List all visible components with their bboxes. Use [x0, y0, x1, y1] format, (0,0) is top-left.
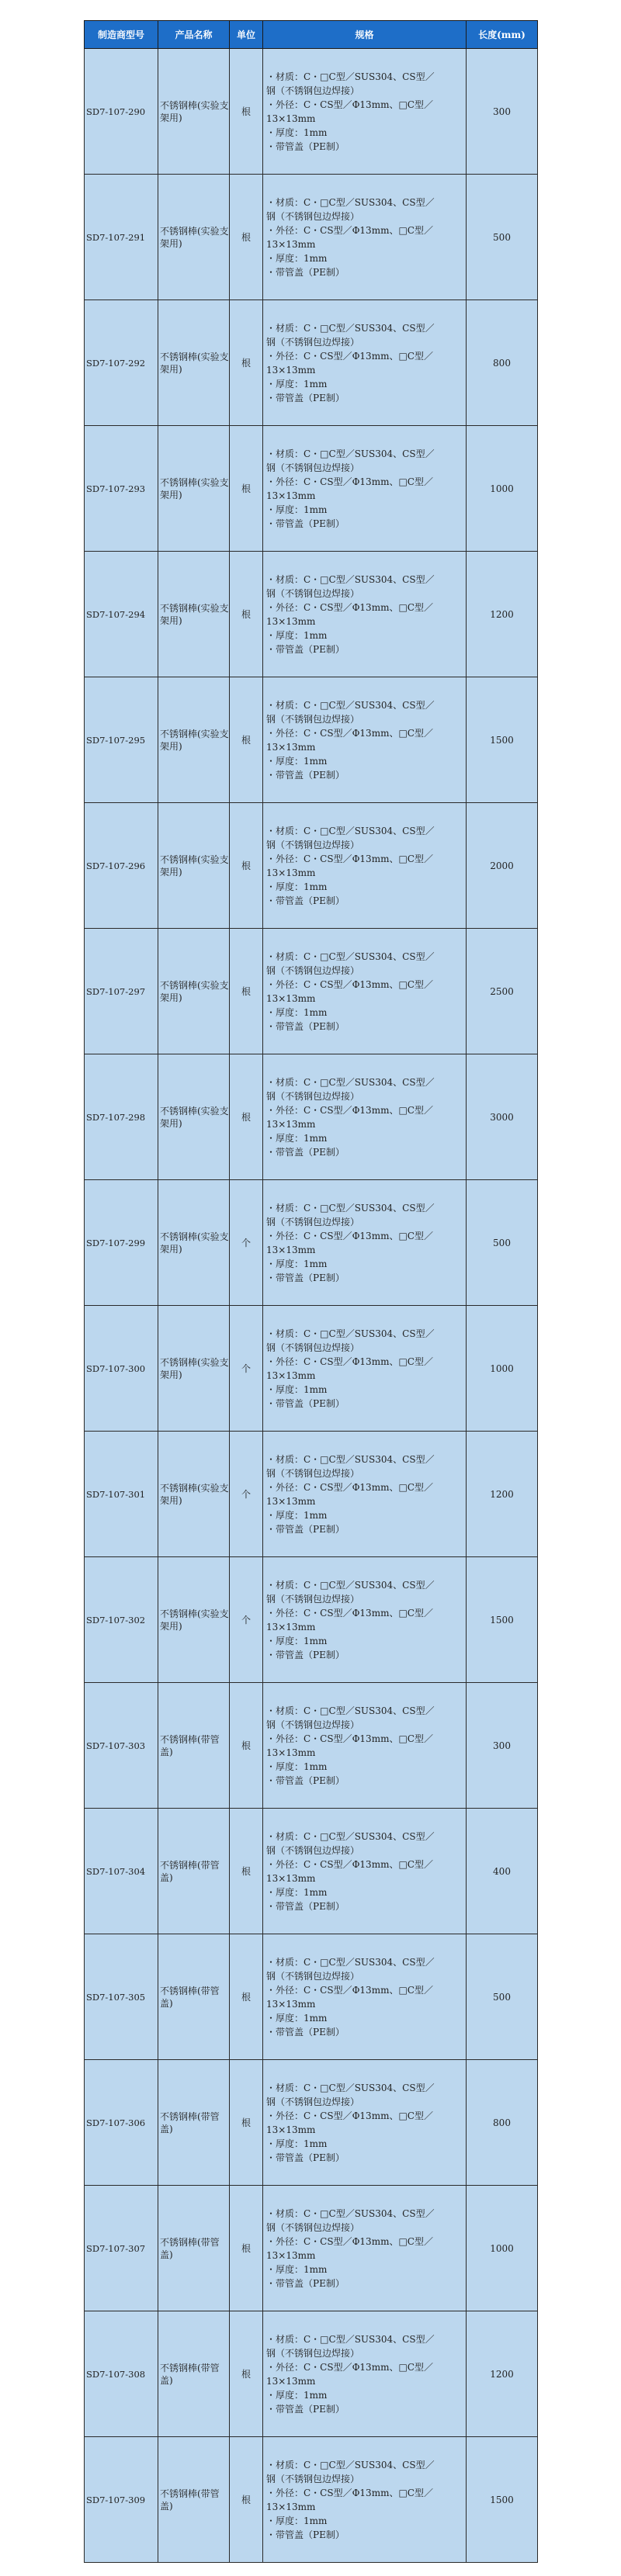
- spec-line: ・材质：C・□C型／SUS304、CS型／: [266, 950, 435, 962]
- spec-line: ・带管盖（PE制）: [266, 1774, 345, 1786]
- spec-line: ・材质：C・□C型／SUS304、CS型／: [266, 699, 435, 711]
- spec-line: 13×13mm: [266, 1495, 316, 1507]
- spec-line: ・带管盖（PE制）: [266, 266, 345, 278]
- spec-line: ・厚度：1mm: [266, 1886, 328, 1898]
- spec-cell: [263, 1180, 467, 1306]
- spec-line: ・厚度：1mm: [266, 881, 328, 892]
- model-number-cell: SD7-107-295: [85, 677, 158, 803]
- unit-cell: 根: [230, 426, 263, 552]
- table-row: [85, 1557, 538, 1683]
- spec-line: ・厚度：1mm: [266, 378, 328, 390]
- model-number-cell: SD7-107-303: [85, 1683, 158, 1809]
- product-name-cell: 不锈钢棒(带管盖): [158, 2186, 230, 2311]
- spec-line: ・外径：C・CS型／Φ13mm、□C型／: [266, 350, 433, 362]
- spec-line: 钢（不锈钢包边焊接）: [266, 713, 360, 725]
- spec-line: ・材质：C・□C型／SUS304、CS型／: [266, 1076, 435, 1088]
- spec-line: ・厚度：1mm: [266, 1635, 328, 1646]
- spec-line: ・带管盖（PE制）: [266, 1272, 345, 1283]
- spec-cell: [263, 49, 467, 175]
- product-name-cell: 不锈钢棒(实验支架用): [158, 426, 230, 552]
- spec-line: 钢（不锈钢包边焊接）: [266, 210, 360, 222]
- spec-line: 钢（不锈钢包边焊接）: [266, 587, 360, 599]
- model-number-cell: SD7-107-300: [85, 1306, 158, 1432]
- spec-line: ・厚度：1mm: [266, 1132, 328, 1144]
- spec-line: ・材质：C・□C型／SUS304、CS型／: [266, 71, 435, 82]
- length-cell: 1000: [467, 426, 538, 552]
- table-row: [85, 552, 538, 677]
- spec-line: 13×13mm: [266, 992, 316, 1004]
- product-name-cell: 不锈钢棒(实验支架用): [158, 49, 230, 175]
- spec-line: ・外径：C・CS型／Φ13mm、□C型／: [266, 1733, 433, 1744]
- spec-line: 钢（不锈钢包边焊接）: [266, 1216, 360, 1227]
- spec-cell: [263, 1809, 467, 1934]
- unit-cell: 根: [230, 552, 263, 677]
- length-cell: 2000: [467, 803, 538, 929]
- spec-line: 钢（不锈钢包边焊接）: [266, 2096, 360, 2107]
- unit-cell: 根: [230, 300, 263, 426]
- header-length: 长度(mm): [467, 21, 538, 49]
- model-number-cell: SD7-107-305: [85, 1934, 158, 2060]
- spec-line: 钢（不锈钢包边焊接）: [266, 1593, 360, 1605]
- header-model: 制造商型号: [85, 21, 158, 49]
- spec-line: 钢（不锈钢包边焊接）: [266, 336, 360, 348]
- spec-line: 钢（不锈钢包边焊接）: [266, 1719, 360, 1730]
- header-row: [85, 21, 538, 49]
- unit-cell: 根: [230, 803, 263, 929]
- spec-line: ・材质：C・□C型／SUS304、CS型／: [266, 2082, 435, 2093]
- spec-line: ・外径：C・CS型／Φ13mm、□C型／: [266, 727, 433, 739]
- spec-cell: [263, 300, 467, 426]
- table-row: [85, 1683, 538, 1809]
- spec-line: ・带管盖（PE制）: [266, 2152, 345, 2163]
- unit-cell: 个: [230, 1180, 263, 1306]
- spec-line: ・厚度：1mm: [266, 755, 328, 767]
- unit-cell: 根: [230, 49, 263, 175]
- model-number-cell: SD7-107-296: [85, 803, 158, 929]
- spec-line: 钢（不锈钢包边焊接）: [266, 839, 360, 850]
- spec-line: ・厚度：1mm: [266, 126, 328, 138]
- spec-line: 13×13mm: [266, 364, 316, 376]
- spec-line: ・带管盖（PE制）: [266, 769, 345, 781]
- length-cell: 300: [467, 49, 538, 175]
- table-row: [85, 49, 538, 175]
- spec-line: 钢（不锈钢包边焊接）: [266, 2221, 360, 2233]
- spec-cell: [263, 929, 467, 1054]
- length-cell: 3000: [467, 1054, 538, 1180]
- product-name-cell: 不锈钢棒(实验支架用): [158, 175, 230, 300]
- length-cell: 1000: [467, 1306, 538, 1432]
- product-name-cell: 不锈钢棒(带管盖): [158, 2311, 230, 2437]
- model-number-cell: SD7-107-292: [85, 300, 158, 426]
- spec-line: ・材质：C・□C型／SUS304、CS型／: [266, 1830, 435, 1842]
- spec-line: ・外径：C・CS型／Φ13mm、□C型／: [266, 978, 433, 990]
- unit-cell: 个: [230, 1557, 263, 1683]
- spec-line: 13×13mm: [266, 1118, 316, 1130]
- spec-line: ・厚度：1mm: [266, 252, 328, 264]
- spec-cell: [263, 2186, 467, 2311]
- unit-cell: 个: [230, 1432, 263, 1557]
- spec-line: ・外径：C・CS型／Φ13mm、□C型／: [266, 1230, 433, 1241]
- product-name-cell: 不锈钢棒(带管盖): [158, 1683, 230, 1809]
- spec-line: ・外径：C・CS型／Φ13mm、□C型／: [266, 2361, 433, 2373]
- spec-cell: [263, 677, 467, 803]
- table-row: [85, 1054, 538, 1180]
- spec-line: ・材质：C・□C型／SUS304、CS型／: [266, 2207, 435, 2219]
- product-table: [84, 20, 538, 2563]
- spec-line: ・材质：C・□C型／SUS304、CS型／: [266, 1328, 435, 1339]
- unit-cell: 根: [230, 929, 263, 1054]
- spec-line: ・带管盖（PE制）: [266, 2529, 345, 2540]
- unit-cell: 根: [230, 2060, 263, 2186]
- table-row: [85, 1432, 538, 1557]
- spec-line: ・带管盖（PE制）: [266, 392, 345, 403]
- spec-cell: [263, 426, 467, 552]
- spec-line: ・厚度：1mm: [266, 1509, 328, 1521]
- spec-line: ・带管盖（PE制）: [266, 1146, 345, 1158]
- table-row: [85, 300, 538, 426]
- spec-line: 13×13mm: [266, 741, 316, 753]
- spec-line: 钢（不锈钢包边焊接）: [266, 85, 360, 96]
- length-cell: 1500: [467, 1557, 538, 1683]
- spec-line: ・材质：C・□C型／SUS304、CS型／: [266, 2459, 435, 2470]
- table-row: [85, 1934, 538, 2060]
- unit-cell: 根: [230, 677, 263, 803]
- spec-line: 钢（不锈钢包边焊接）: [266, 1090, 360, 1102]
- product-name-cell: 不锈钢棒(实验支架用): [158, 1306, 230, 1432]
- table-row: [85, 803, 538, 929]
- spec-line: 13×13mm: [266, 2249, 316, 2261]
- length-cell: 1200: [467, 2311, 538, 2437]
- spec-line: 13×13mm: [266, 113, 316, 124]
- spec-line: ・外径：C・CS型／Φ13mm、□C型／: [266, 2110, 433, 2121]
- spec-line: ・厚度：1mm: [266, 2012, 328, 2024]
- model-number-cell: SD7-107-293: [85, 426, 158, 552]
- spec-line: ・外径：C・CS型／Φ13mm、□C型／: [266, 224, 433, 236]
- table-row: [85, 426, 538, 552]
- spec-line: 13×13mm: [266, 490, 316, 501]
- spec-line: ・厚度：1mm: [266, 1258, 328, 1269]
- model-number-cell: SD7-107-299: [85, 1180, 158, 1306]
- product-name-cell: 不锈钢棒(实验支架用): [158, 1432, 230, 1557]
- product-name-cell: 不锈钢棒(实验支架用): [158, 1557, 230, 1683]
- spec-line: ・带管盖（PE制）: [266, 1523, 345, 1535]
- product-name-cell: 不锈钢棒(带管盖): [158, 1809, 230, 1934]
- spec-line: ・厚度：1mm: [266, 1383, 328, 1395]
- spec-line: ・外径：C・CS型／Φ13mm、□C型／: [266, 1481, 433, 1493]
- table-row: [85, 1809, 538, 1934]
- table-row: [85, 175, 538, 300]
- model-number-cell: SD7-107-297: [85, 929, 158, 1054]
- spec-line: ・带管盖（PE制）: [266, 1020, 345, 1032]
- spec-line: ・外径：C・CS型／Φ13mm、□C型／: [266, 1104, 433, 1116]
- table-row: [85, 677, 538, 803]
- spec-line: ・厚度：1mm: [266, 2389, 328, 2401]
- spec-line: ・厚度：1mm: [266, 1761, 328, 1772]
- length-cell: 1000: [467, 2186, 538, 2311]
- header-name: 产品名称: [158, 21, 230, 49]
- unit-cell: 根: [230, 1934, 263, 2060]
- spec-line: ・带管盖（PE制）: [266, 140, 345, 152]
- spec-line: ・材质：C・□C型／SUS304、CS型／: [266, 1453, 435, 1465]
- spec-cell: [263, 1683, 467, 1809]
- spec-line: 钢（不锈钢包边焊接）: [266, 462, 360, 473]
- spec-line: ・外径：C・CS型／Φ13mm、□C型／: [266, 2487, 433, 2498]
- spec-line: 13×13mm: [266, 1244, 316, 1255]
- spec-cell: [263, 2437, 467, 2563]
- spec-cell: [263, 1557, 467, 1683]
- product-name-cell: 不锈钢棒(实验支架用): [158, 677, 230, 803]
- product-table-container: [84, 20, 537, 2563]
- spec-line: ・带管盖（PE制）: [266, 1649, 345, 1660]
- product-name-cell: 不锈钢棒(实验支架用): [158, 803, 230, 929]
- spec-line: 钢（不锈钢包边焊接）: [266, 964, 360, 976]
- spec-line: 13×13mm: [266, 1998, 316, 2010]
- product-name-cell: 不锈钢棒(带管盖): [158, 1934, 230, 2060]
- length-cell: 300: [467, 1683, 538, 1809]
- spec-line: ・外径：C・CS型／Φ13mm、□C型／: [266, 1607, 433, 1619]
- spec-line: 钢（不锈钢包边焊接）: [266, 1467, 360, 1479]
- model-number-cell: SD7-107-298: [85, 1054, 158, 1180]
- table-body: [85, 49, 538, 2563]
- spec-line: ・外径：C・CS型／Φ13mm、□C型／: [266, 2235, 433, 2247]
- model-number-cell: SD7-107-304: [85, 1809, 158, 1934]
- spec-line: ・材质：C・□C型／SUS304、CS型／: [266, 196, 435, 208]
- spec-line: ・厚度：1mm: [266, 629, 328, 641]
- spec-line: 13×13mm: [266, 2124, 316, 2135]
- spec-line: ・外径：C・CS型／Φ13mm、□C型／: [266, 1356, 433, 1367]
- spec-line: ・外径：C・CS型／Φ13mm、□C型／: [266, 1858, 433, 1870]
- length-cell: 800: [467, 2060, 538, 2186]
- spec-line: ・外径：C・CS型／Φ13mm、□C型／: [266, 601, 433, 613]
- product-name-cell: 不锈钢棒(实验支架用): [158, 300, 230, 426]
- spec-line: ・材质：C・□C型／SUS304、CS型／: [266, 1705, 435, 1716]
- model-number-cell: SD7-107-301: [85, 1432, 158, 1557]
- model-number-cell: SD7-107-306: [85, 2060, 158, 2186]
- spec-line: ・带管盖（PE制）: [266, 1397, 345, 1409]
- length-cell: 1200: [467, 1432, 538, 1557]
- spec-line: 13×13mm: [266, 867, 316, 878]
- header-unit: 单位: [230, 21, 263, 49]
- spec-line: ・厚度：1mm: [266, 504, 328, 515]
- length-cell: 1500: [467, 677, 538, 803]
- spec-line: ・材质：C・□C型／SUS304、CS型／: [266, 448, 435, 459]
- product-name-cell: 不锈钢棒(实验支架用): [158, 1180, 230, 1306]
- spec-line: 钢（不锈钢包边焊接）: [266, 1844, 360, 1856]
- spec-line: 钢（不锈钢包边焊接）: [266, 2473, 360, 2484]
- product-name-cell: 不锈钢棒(带管盖): [158, 2437, 230, 2563]
- spec-line: ・带管盖（PE制）: [266, 2277, 345, 2289]
- model-number-cell: SD7-107-291: [85, 175, 158, 300]
- spec-line: ・材质：C・□C型／SUS304、CS型／: [266, 825, 435, 836]
- length-cell: 2500: [467, 929, 538, 1054]
- table-row: [85, 2437, 538, 2563]
- spec-line: ・带管盖（PE制）: [266, 2403, 345, 2415]
- spec-line: 13×13mm: [266, 615, 316, 627]
- spec-line: 13×13mm: [266, 1369, 316, 1381]
- table-row: [85, 1306, 538, 1432]
- product-name-cell: 不锈钢棒(带管盖): [158, 2060, 230, 2186]
- spec-line: ・带管盖（PE制）: [266, 643, 345, 655]
- unit-cell: 根: [230, 2437, 263, 2563]
- spec-line: ・材质：C・□C型／SUS304、CS型／: [266, 573, 435, 585]
- table-row: [85, 2060, 538, 2186]
- unit-cell: 个: [230, 1306, 263, 1432]
- spec-line: ・材质：C・□C型／SUS304、CS型／: [266, 322, 435, 334]
- unit-cell: 根: [230, 2186, 263, 2311]
- spec-line: ・带管盖（PE制）: [266, 2026, 345, 2038]
- spec-cell: [263, 1054, 467, 1180]
- length-cell: 500: [467, 1934, 538, 2060]
- spec-line: ・厚度：1mm: [266, 2515, 328, 2526]
- table-header: [85, 21, 538, 49]
- spec-line: ・外径：C・CS型／Φ13mm、□C型／: [266, 476, 433, 487]
- length-cell: 500: [467, 175, 538, 300]
- model-number-cell: SD7-107-307: [85, 2186, 158, 2311]
- unit-cell: 根: [230, 175, 263, 300]
- length-cell: 1200: [467, 552, 538, 677]
- spec-line: ・外径：C・CS型／Φ13mm、□C型／: [266, 99, 433, 110]
- spec-cell: [263, 803, 467, 929]
- product-name-cell: 不锈钢棒(实验支架用): [158, 929, 230, 1054]
- spec-line: ・材质：C・□C型／SUS304、CS型／: [266, 1202, 435, 1214]
- spec-line: ・材质：C・□C型／SUS304、CS型／: [266, 1956, 435, 1968]
- spec-line: ・外径：C・CS型／Φ13mm、□C型／: [266, 853, 433, 864]
- spec-line: 13×13mm: [266, 238, 316, 250]
- table-row: [85, 2311, 538, 2437]
- spec-cell: [263, 1306, 467, 1432]
- spec-line: ・材质：C・□C型／SUS304、CS型／: [266, 1579, 435, 1591]
- spec-line: 钢（不锈钢包边焊接）: [266, 1970, 360, 1982]
- spec-line: 13×13mm: [266, 1621, 316, 1633]
- spec-line: ・外径：C・CS型／Φ13mm、□C型／: [266, 1984, 433, 1996]
- unit-cell: 根: [230, 1809, 263, 1934]
- length-cell: 500: [467, 1180, 538, 1306]
- header-spec: 规格: [263, 21, 467, 49]
- spec-line: 13×13mm: [266, 1872, 316, 1884]
- model-number-cell: SD7-107-302: [85, 1557, 158, 1683]
- spec-cell: [263, 1934, 467, 2060]
- spec-line: 13×13mm: [266, 2501, 316, 2512]
- model-number-cell: SD7-107-308: [85, 2311, 158, 2437]
- unit-cell: 根: [230, 2311, 263, 2437]
- spec-line: ・厚度：1mm: [266, 2138, 328, 2149]
- spec-line: ・带管盖（PE制）: [266, 895, 345, 906]
- spec-cell: [263, 1432, 467, 1557]
- spec-line: ・厚度：1mm: [266, 2263, 328, 2275]
- spec-line: ・材质：C・□C型／SUS304、CS型／: [266, 2333, 435, 2345]
- spec-line: 钢（不锈钢包边焊接）: [266, 1342, 360, 1353]
- product-name-cell: 不锈钢棒(实验支架用): [158, 552, 230, 677]
- spec-cell: [263, 175, 467, 300]
- model-number-cell: SD7-107-294: [85, 552, 158, 677]
- model-number-cell: SD7-107-290: [85, 49, 158, 175]
- table-row: [85, 2186, 538, 2311]
- spec-cell: [263, 2311, 467, 2437]
- spec-line: 钢（不锈钢包边焊接）: [266, 2347, 360, 2359]
- spec-line: 13×13mm: [266, 1747, 316, 1758]
- spec-cell: [263, 552, 467, 677]
- unit-cell: 根: [230, 1683, 263, 1809]
- length-cell: 400: [467, 1809, 538, 1934]
- unit-cell: 根: [230, 1054, 263, 1180]
- spec-cell: [263, 2060, 467, 2186]
- table-row: [85, 1180, 538, 1306]
- model-number-cell: SD7-107-309: [85, 2437, 158, 2563]
- spec-line: ・带管盖（PE制）: [266, 1900, 345, 1912]
- product-name-cell: 不锈钢棒(实验支架用): [158, 1054, 230, 1180]
- length-cell: 1500: [467, 2437, 538, 2563]
- spec-line: 13×13mm: [266, 2375, 316, 2387]
- table-row: [85, 929, 538, 1054]
- spec-line: ・带管盖（PE制）: [266, 518, 345, 529]
- spec-line: ・厚度：1mm: [266, 1006, 328, 1018]
- length-cell: 800: [467, 300, 538, 426]
